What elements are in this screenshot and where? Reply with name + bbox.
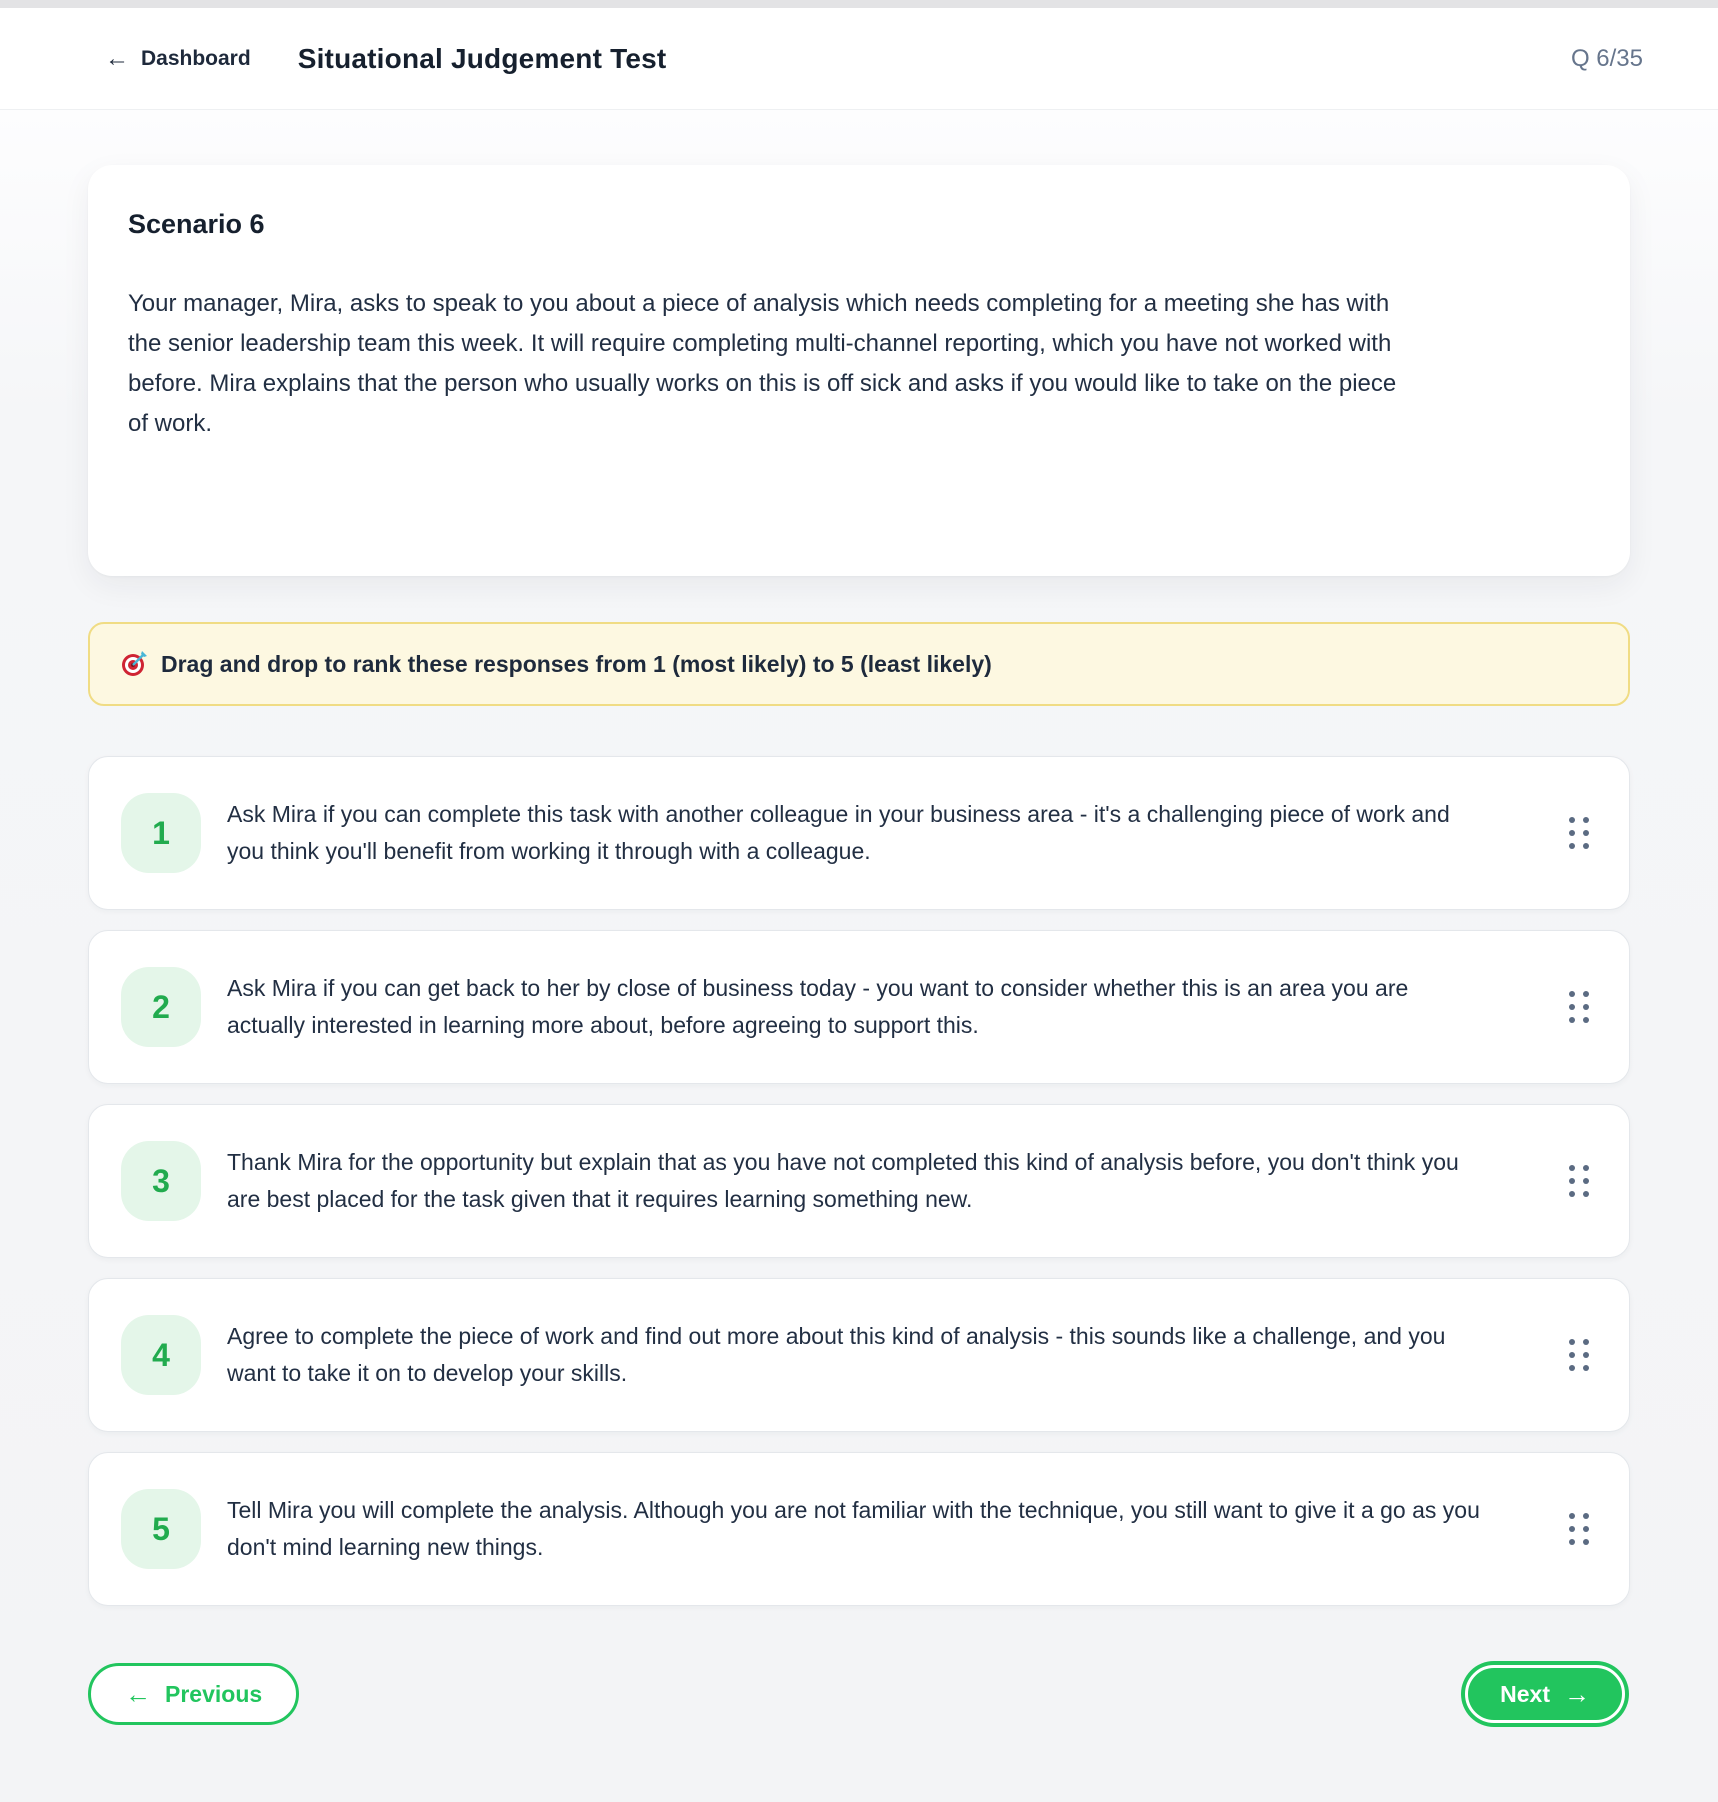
next-arrow-icon: →	[1564, 1679, 1590, 1709]
response-card[interactable]	[88, 1104, 1630, 1258]
scenario-heading: Scenario 6	[128, 209, 265, 239]
response-card[interactable]	[88, 756, 1630, 910]
scenario-body: Your manager, Mira, asks to speak to you about a piece of analysis which needs completing for a meeting she has with the senior leadership team this week. It will require completing multi-channel reporting, which you have not worked with before. Mira explains that the person who usually works on this is off sick and asks if you would like to take on the piece of work.	[128, 290, 1397, 437]
rank-badge: 3	[121, 1141, 201, 1221]
dart-target-icon	[120, 650, 148, 678]
drag-handle-icon[interactable]	[1569, 991, 1589, 1023]
response-card[interactable]	[88, 1278, 1630, 1432]
response-text: Ask Mira if you can complete this task with another colleague in your business area - it's a challenging piece of work and you think you'll benefit from working it through with a colleague.	[227, 801, 1450, 864]
scenario-card	[88, 165, 1630, 576]
footer-navigation	[88, 1663, 1630, 1725]
rank-badge: 2	[121, 967, 201, 1047]
response-text: Tell Mira you will complete the analysis. Although you are not familiar with the technique, you still want to give it a go as you don't mind learning new things.	[227, 1497, 1480, 1560]
response-card[interactable]	[88, 930, 1630, 1084]
instruction-banner	[88, 622, 1630, 706]
instruction-text: Drag and drop to rank these responses from 1 (most likely) to 5 (least likely)	[161, 650, 992, 677]
page-title: Situational Judgement Test	[297, 42, 667, 74]
question-counter: Q 6/35	[1570, 44, 1643, 72]
rank-badge: 5	[121, 1489, 201, 1569]
response-text: Ask Mira if you can get back to her by close of business today - you want to consider whether this is an area you are actually interested in learning more about, before agreeing to support this.	[227, 975, 1409, 1038]
drag-handle-icon[interactable]	[1569, 1513, 1589, 1545]
progress-bar-track	[0, 0, 1718, 8]
rank-badge: 1	[121, 793, 201, 873]
drag-handle-icon[interactable]	[1569, 1165, 1589, 1197]
back-to-dashboard-link[interactable]	[105, 44, 251, 72]
response-card[interactable]	[88, 1452, 1630, 1606]
previous-button[interactable]	[88, 1663, 299, 1725]
next-button[interactable]	[1465, 1665, 1625, 1723]
back-arrow-icon: ←	[105, 44, 129, 72]
main-content	[0, 110, 1718, 1802]
response-text: Agree to complete the piece of work and find out more about this kind of analysis - this sounds like a challenge, and you want to take it on to develop your skills.	[227, 1323, 1446, 1386]
response-list	[88, 756, 1630, 1606]
drag-handle-icon[interactable]	[1569, 817, 1589, 849]
response-text: Thank Mira for the opportunity but explain that as you have not completed this kind of analysis before, you don't think you are best placed for the task given that it requires learning something new.	[227, 1149, 1459, 1212]
previous-button-label: Previous	[165, 1680, 263, 1707]
next-button-label: Next	[1500, 1680, 1550, 1707]
drag-handle-icon[interactable]	[1569, 1339, 1589, 1371]
app-header	[0, 8, 1718, 110]
back-link-label: Dashboard	[141, 46, 251, 70]
previous-arrow-icon: ←	[125, 1679, 151, 1709]
rank-badge: 4	[121, 1315, 201, 1395]
